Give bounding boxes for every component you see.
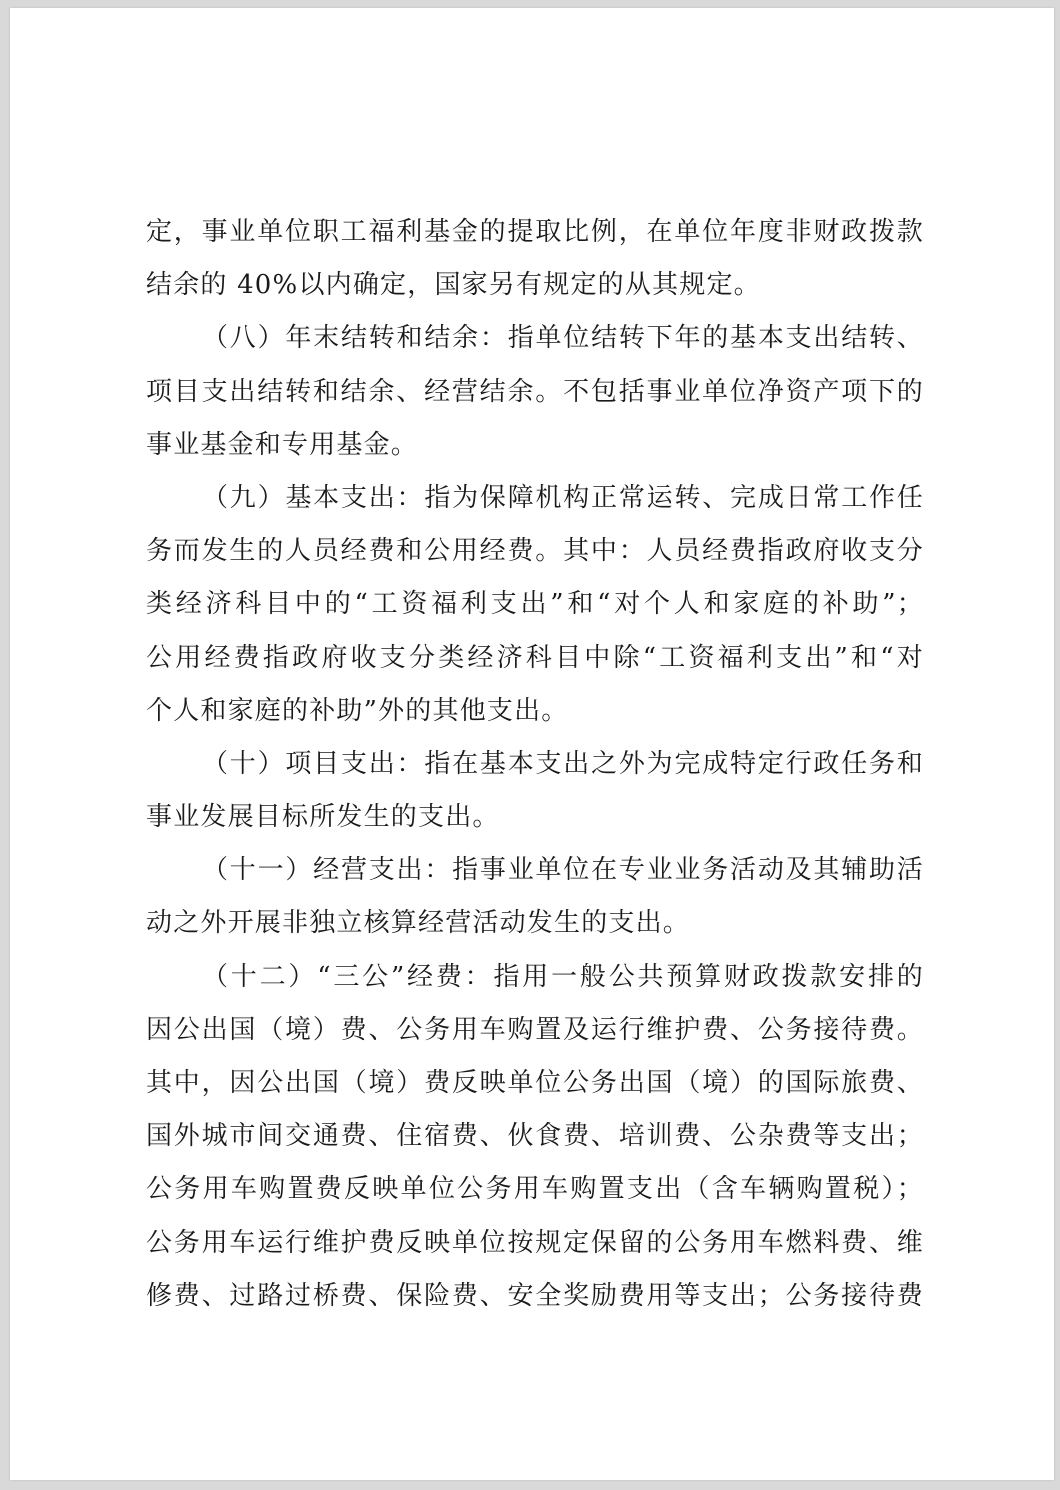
text-line: 公务用车购置费反映单位公务用车购置支出（含车辆购置税）； xyxy=(146,1174,924,1205)
text-line: 修费、过路过桥费、保险费、安全奖励费用等支出；公务接待费 xyxy=(146,1280,924,1311)
text-line: 类经济科目中的“工资福利支出”和“对个人和家庭的补助”； xyxy=(146,589,924,620)
text-line: （十）项目支出：指在基本支出之外为完成特定行政任务和 xyxy=(202,748,924,779)
text-line: 个人和家庭的补助”外的其他支出。 xyxy=(146,695,569,726)
text-line: （十二）“三公”经费：指用一般公共预算财政拨款安排的 xyxy=(202,961,924,992)
text-line: 国外城市间交通费、住宿费、伙食费、培训费、公杂费等支出； xyxy=(146,1121,924,1152)
text-line: 事业基金和专用基金。 xyxy=(146,429,419,460)
text-line: 其中，因公出国（境）费反映单位公务出国（境）的国际旅费、 xyxy=(146,1068,924,1098)
document-page xyxy=(10,8,1054,1480)
text-line: （十一）经营支出：指事业单位在专业业务活动及其辅助活 xyxy=(202,855,924,886)
text-line: 因公出国（境）费、公务用车购置及运行维护费、公务接待费。 xyxy=(146,1014,924,1045)
text-line: 务而发生的人员经费和公用经费。其中：人员经费指政府收支分 xyxy=(146,536,924,567)
text-line: 公务用车运行维护费反映单位按规定保留的公务用车燃料费、维 xyxy=(146,1227,924,1258)
text-line: （八）年末结转和结余：指单位结转下年的基本支出结转、 xyxy=(202,323,924,354)
text-line: 结余的 40%以内确定，国家另有规定的从其规定。 xyxy=(146,270,761,301)
text-line: 定，事业单位职工福利基金的提取比例，在单位年度非财政拨款 xyxy=(146,217,924,247)
document-body xyxy=(146,206,924,1323)
text-line: 公用经费指政府收支分类经济科目中除“工资福利支出”和“对 xyxy=(146,642,924,673)
text-line: （九）基本支出：指为保障机构正常运转、完成日常工作任 xyxy=(202,482,924,513)
text-line: 动之外开展非独立核算经营活动发生的支出。 xyxy=(146,908,691,939)
text-line: 项目支出结转和结余、经营结余。不包括事业单位净资产项下的 xyxy=(146,376,924,407)
text-line: 事业发展目标所发生的支出。 xyxy=(146,802,500,833)
